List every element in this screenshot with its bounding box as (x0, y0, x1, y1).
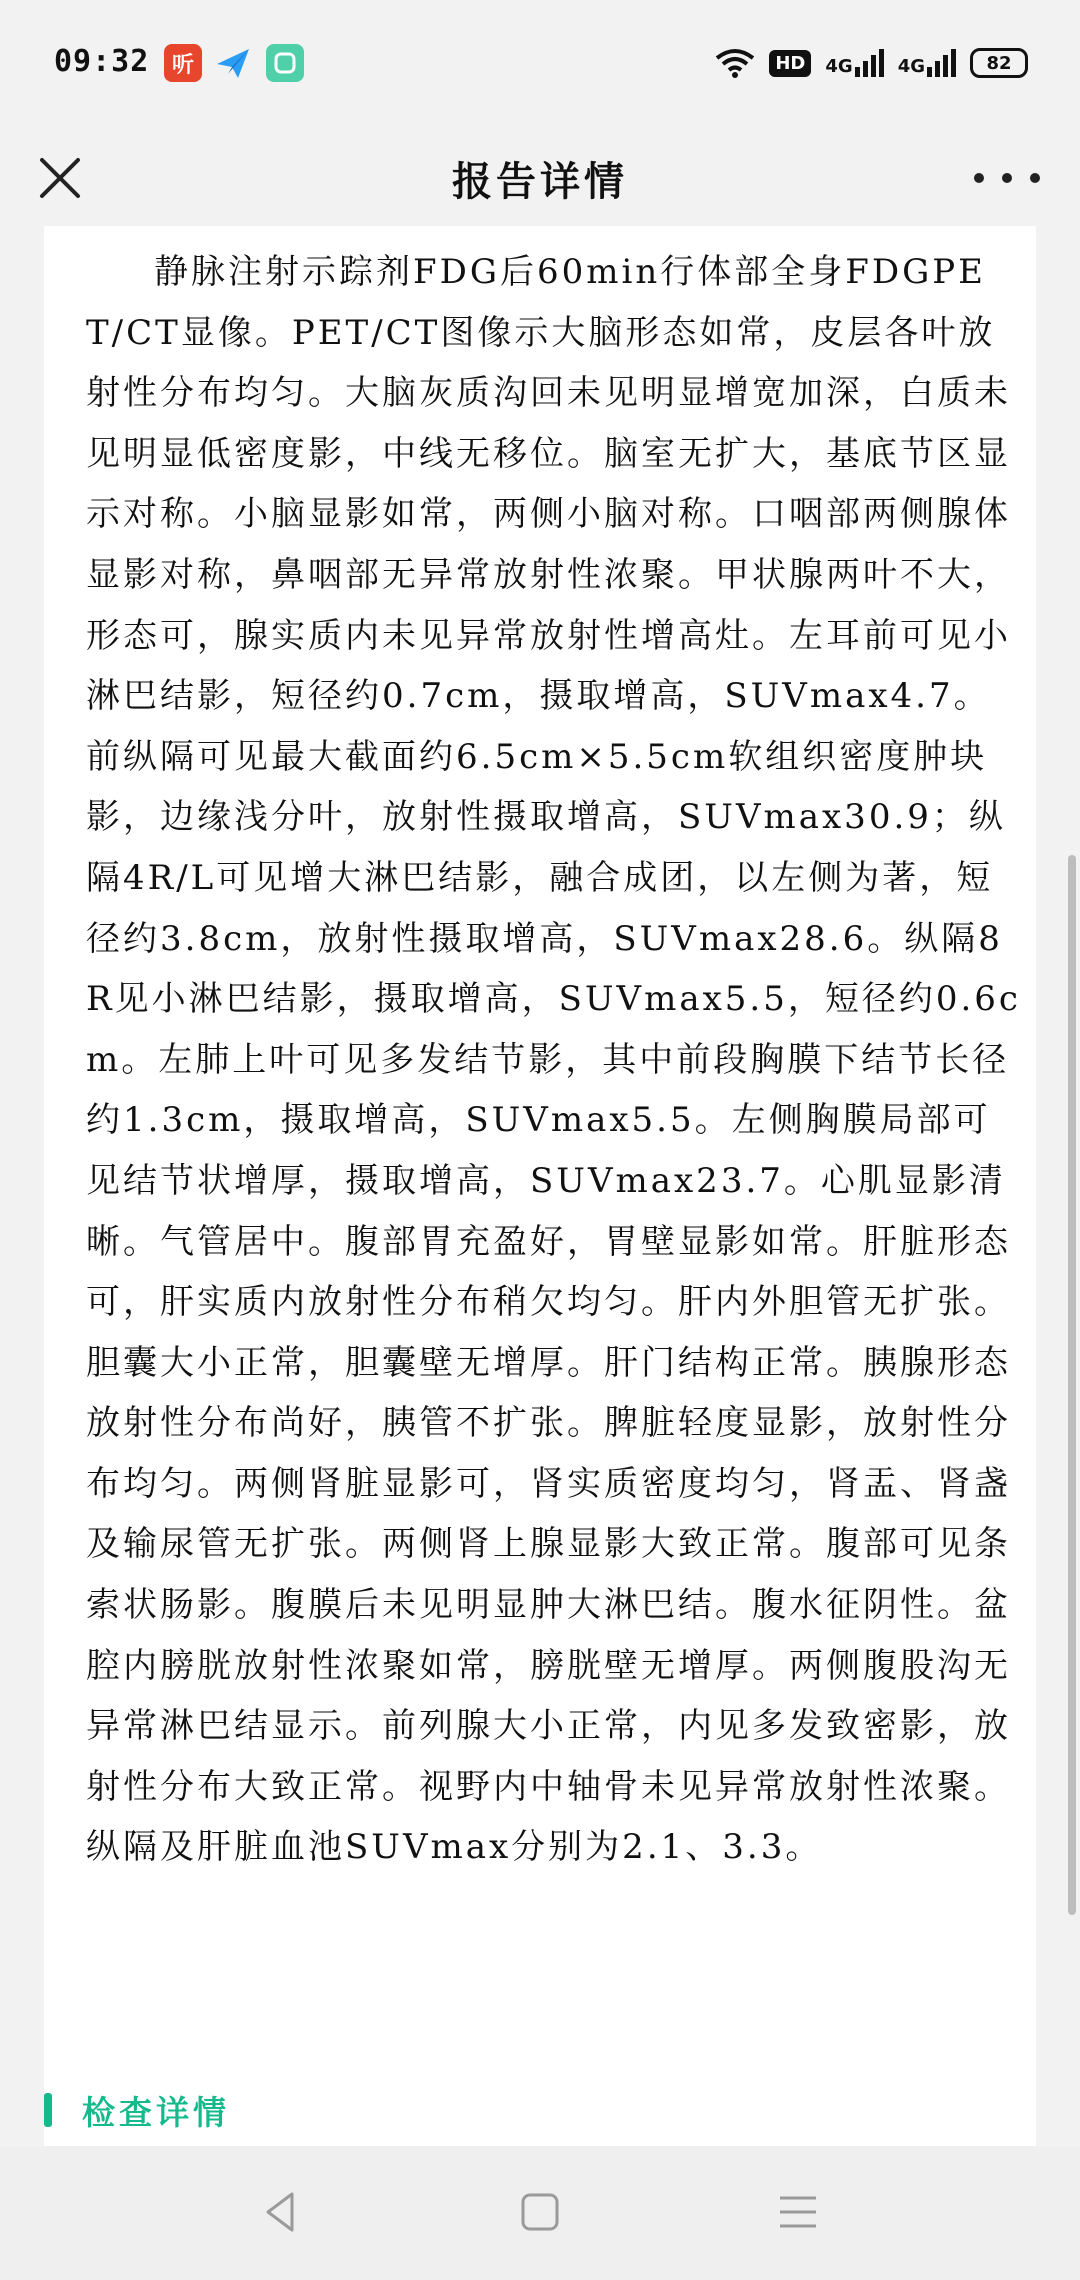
more-options-button[interactable] (974, 158, 1040, 198)
battery-icon (970, 48, 1028, 78)
more-icon (974, 173, 984, 183)
wifi-icon (715, 48, 755, 78)
exam-details-section-header[interactable] (44, 2088, 230, 2132)
nav-menu-button[interactable] (768, 2182, 828, 2242)
home-square-icon (510, 2182, 570, 2242)
signal-1-label: 4G (825, 56, 853, 77)
section-title: 检查详情 (82, 2092, 230, 2132)
page-title: 报告详情 (452, 158, 628, 205)
nav-home-button[interactable] (510, 2182, 570, 2242)
signal-2-label: 4G (897, 56, 925, 77)
section-accent-bar (44, 2093, 52, 2127)
status-bar (0, 0, 1080, 130)
ting-app-label: 听 (171, 52, 194, 78)
back-triangle-icon (252, 2182, 312, 2242)
battery-level: 82 (986, 52, 1012, 74)
green-app-icon (266, 44, 304, 82)
ting-app-icon (164, 44, 202, 82)
menu-lines-icon (768, 2182, 828, 2242)
status-indicators (715, 44, 1028, 82)
scrollbar[interactable] (1068, 855, 1076, 1915)
report-card[interactable] (44, 226, 1036, 2146)
status-time: 09:32 (54, 44, 150, 79)
nav-back-button[interactable] (252, 2182, 312, 2242)
top-app-bar (0, 130, 1080, 226)
cellular-signal-2-icon (898, 49, 956, 77)
hd-badge: HD (769, 50, 811, 77)
report-findings-text: 静脉注射示踪剂FDG后60min行体部全身FDGPET/CT显像。PET/CT图像示大脑形态如常，皮层各叶放射性分布均匀。大脑灰质沟回未见明显增宽加深，白质未见明显低密度影，中线无移位。脑室无扩大，基底节区显示对称。小脑显影如常，两侧小脑对称。口咽部两侧腺体显影对称，鼻咽部无异常放射性浓聚。甲状腺两叶不大，形态可，腺实质内未见异常放射性增高灶。左耳前可见小淋巴结影，短径约0.7cm，摄取增高，SUVmax4.7。前纵隔可见最大截面约6.5cm×5.5cm软组织密度肿块影，边缘浅分叶，放射性摄取增高，SUVmax30.9；纵隔4R/L可见增大淋巴结影，融合成团，以左侧为著，短径约3.8cm，放射性摄取增高，SUVmax28.6。纵隔8R见小淋巴结影，摄取增高，SUVmax5.5，短径约0.6cm。左肺上叶可见多发结节影，其中前段胸膜下结节长径约1.3cm，摄取增高，SUVmax5.5。左侧胸膜局部可见结节状增厚，摄取增高，SUVmax23.7。心肌显影清晰。气管居中。腹部胃充盈好，胃壁显影如常。肝脏形态可，肝实质内放射性分布稍欠均匀。肝内外胆管无扩张。胆囊大小正常，胆囊壁无增厚。肝门结构正常。胰腺形态放射性分布尚好，胰管不扩张。脾脏轻度显影，放射性分布均匀。两侧肾脏显影可，肾实质密度均匀，肾盂、肾盏及输尿管无扩张。两侧肾上腺显影大致正常。腹部可见条索状肠影。腹膜后未见明显肿大淋巴结。腹水征阴性。盆腔内膀胱放射性浓聚如常，膀胱壁无增厚。两侧腹股沟无异常淋巴结显示。前列腺大小正常，内见多发致密影，放射性分布大致正常。视野内中轴骨未见异常放射性浓聚。纵隔及肝脏血池SUVmax分别为2.1、3.3。 (86, 252, 1021, 1868)
paper-plane-icon (214, 44, 252, 82)
cellular-signal-1-icon (825, 49, 883, 77)
system-nav-bar (0, 2146, 1080, 2280)
